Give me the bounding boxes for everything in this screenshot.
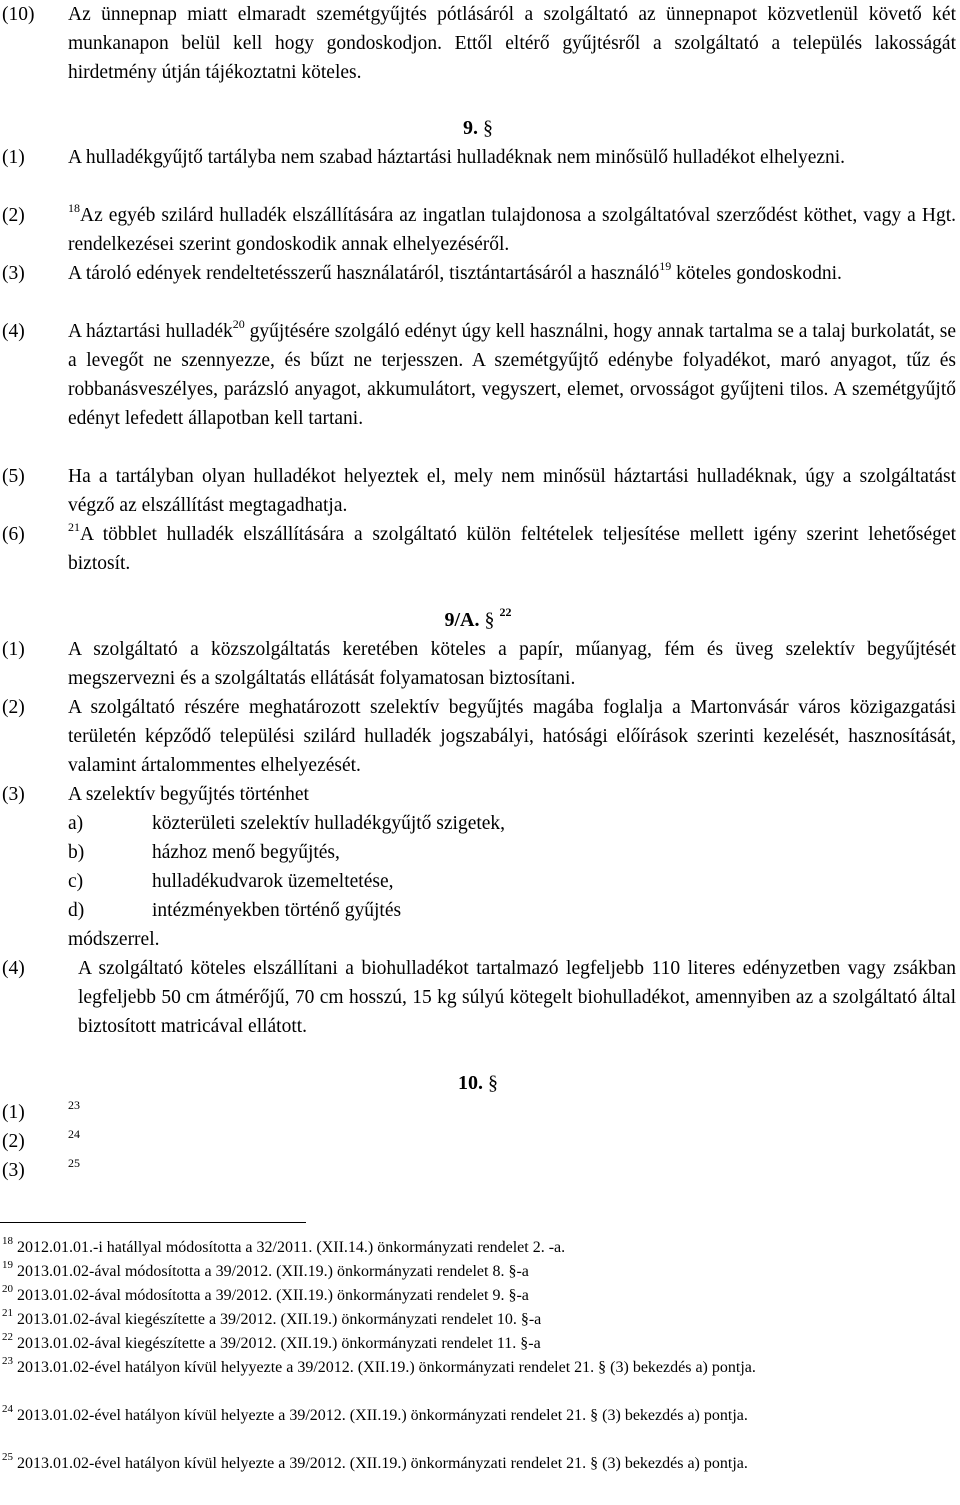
list-text: hulladékudvarok üzemeltetése, xyxy=(152,871,394,892)
footnote-ref[interactable]: 20 xyxy=(232,316,245,331)
paragraph-9a-2 xyxy=(0,693,956,780)
paragraph-number: (1) xyxy=(2,1102,25,1123)
paragraph-number: (3) xyxy=(2,784,25,805)
paragraph-number: (3) xyxy=(2,263,25,284)
paragraph-9-6 xyxy=(0,520,956,578)
footnote-21: $^{21}$ 2013.01.02-ával kiegészítette a 39/2012. (XII.19.) önkormányzati rendelet 10. §-a xyxy=(2,1306,542,1328)
list-item-b xyxy=(68,838,340,867)
paragraph-number: (6) xyxy=(2,524,25,545)
paragraph-number: (2) xyxy=(2,697,25,718)
section-sign: § xyxy=(484,609,495,631)
paragraph-text: A szelektív begyűjtés történhet xyxy=(68,784,309,805)
paragraph-number: (2) xyxy=(2,1131,25,1152)
list-item-a xyxy=(68,809,505,838)
paragraph-10-3 xyxy=(0,1156,956,1185)
list-item-d xyxy=(68,896,401,925)
paragraph-number: (4) xyxy=(2,321,25,342)
paragraph-8-10 xyxy=(0,0,956,87)
paragraph-9a-4 xyxy=(0,954,956,1041)
paragraph-9-4 xyxy=(0,317,956,433)
paragraph-number: (2) xyxy=(2,205,25,226)
paragraph-text: A szolgáltató köteles elszállítani a biohulladékot tartalmazó legfeljebb 110 literes edényzetben vagy zsákban legfeljebb 50 cm átmérőjű, 70 cm hosszú, 15 kg súlyú kötegelt biohulladékot, amennyiben az a szolgáltató által biztosított matricával ellátott. xyxy=(78,958,956,1037)
footnote-23: $^{23}$ 2013.01.02-ével hatályon kívül helyyezte a 39/2012. (XII.19.) önkormányzati rendelet 21. § (3) bekezdés a) pontja. xyxy=(2,1354,756,1376)
footnote-ref[interactable]: 19 xyxy=(659,258,672,273)
list-outro: módszerrel. xyxy=(68,929,160,950)
paragraph-9a-1 xyxy=(0,635,956,693)
paragraph-9-5 xyxy=(0,462,956,520)
list-label: c) xyxy=(68,871,84,892)
list-item-c xyxy=(68,867,393,896)
footnote-25: $^{25}$ 2013.01.02-ével hatályon kívül helyezte a 39/2012. (XII.19.) önkormányzati rendelet 21. § (3) bekezdés a) pontja. xyxy=(2,1450,748,1472)
footnote-ref[interactable]: 25 xyxy=(68,1155,80,1170)
list-label: d) xyxy=(68,900,85,921)
section-number: 9. xyxy=(463,117,478,139)
list-text: házhoz menő begyűjtés, xyxy=(152,842,340,863)
section-sign: § xyxy=(483,117,493,139)
paragraph-text: A hulladékgyűjtő tartályba nem szabad háztartási hulladéknak nem minősülő hulladékot elhelyezni. xyxy=(68,147,846,168)
paragraph-number: (3) xyxy=(2,1160,25,1181)
paragraph-number: (1) xyxy=(2,147,25,168)
paragraph-text: Az ünnepnap miatt elmaradt szemétgyűjtés pótlásáról a szolgáltató az ünnepnapot közvetlenül követő két munkanapon belül kell hogy gondoskodjon. Ettől eltérő gyűjtésről a szolgáltató a település lakosságát hirdetmény útján tájékoztatni köteles. xyxy=(68,4,956,83)
paragraph-number: (10) xyxy=(2,4,35,25)
paragraph-text: A szolgáltató a közszolgáltatás keretében köteles a papír, műanyag, fém és üveg szelektív begyűjtését megszervezni és a szolgáltatás ellátását folyamatosan biztosítani. xyxy=(68,639,956,689)
paragraph-9-2 xyxy=(0,201,956,259)
list-text: intézményekben történő gyűjtés xyxy=(152,900,402,921)
section-heading-9a xyxy=(0,606,956,635)
paragraph-text: Ha a tartályban olyan hulladékot helyeztek el, mely nem minősül háztartási hulladéknak, úgy a szolgáltatást végző az elszállítást megtagadhatja. xyxy=(68,466,956,516)
footnote-18: $^{18}$ 2012.01.01.-i hatállyal módosította a 32/2011. (XII.14.) önkormányzati rendelet 2. -a. xyxy=(2,1234,566,1256)
footnote-22: $^{22}$ 2013.01.02-ával kiegészítette a 39/2012. (XII.19.) önkormányzati rendelet 11. §-a xyxy=(2,1330,541,1352)
paragraph-number: (4) xyxy=(2,958,25,979)
footnote-separator xyxy=(0,1222,306,1223)
footnote-24: $^{24}$ 2013.01.02-ével hatályon kívül helyezte a 39/2012. (XII.19.) önkormányzati rendelet 21. § (3) bekezdés a) pontja. xyxy=(2,1402,748,1424)
paragraph-9-1 xyxy=(0,143,956,172)
footnote-ref[interactable]: 18 xyxy=(68,200,80,215)
paragraph-text: A szolgáltató részére meghatározott szelektív begyűjtés magába foglalja a Martonvásár város közigazgatási területén képződő települési szilárd hulladék jogszabályi, hatósági előírások szerinti kezelését, hasznosítását, valamint ártalommentes elhelyezését. xyxy=(68,697,956,776)
list-text: közterületi szelektív hulladékgyűjtő szigetek, xyxy=(152,813,506,834)
paragraph-text: $^{21}$A többlet hulladék elszállítására a szolgáltató külön feltételek teljesítése mellett igény szerint lehetőséget biztosít. xyxy=(68,519,956,574)
footnote-20: $^{20}$ 2013.01.02-ával módosította a 39/2012. (XII.19.) önkormányzati rendelet 9. §-a xyxy=(2,1282,529,1304)
footnote-ref[interactable]: 23 xyxy=(68,1097,80,1112)
paragraph-10-2 xyxy=(0,1127,956,1156)
section-number: 9/A. xyxy=(444,609,480,631)
section-number: 10. xyxy=(458,1072,483,1094)
footnote-ref[interactable]: 21 xyxy=(68,519,80,534)
paragraph-9-3 xyxy=(0,259,956,288)
footnote-19: $^{19}$ 2013.01.02-ával módosította a 39/2012. (XII.19.) önkormányzati rendelet 8. §-a xyxy=(2,1258,529,1280)
paragraph-number: (1) xyxy=(2,639,25,660)
paragraph-number: (5) xyxy=(2,466,25,487)
paragraph-text: $^{18}$Az egyéb szilárd hulladék elszállítására az ingatlan tulajdonosa a szolgáltatóval szerződést köthet, vagy a Hgt. rendelkezései szerint gondoskodik annak elhelyezéséről. xyxy=(68,200,956,255)
paragraph-text: A tároló edények rendeltetésszerű használatáról, tisztántartásáról a használó$^{19}$ köteles gondoskodni. xyxy=(68,258,842,284)
list-label: a) xyxy=(68,813,84,834)
section-heading-10 xyxy=(0,1069,956,1098)
paragraph-9a-3 xyxy=(0,780,956,809)
footnote-ref[interactable]: 24 xyxy=(68,1126,80,1141)
paragraph-10-1 xyxy=(0,1098,956,1127)
paragraph-text: A háztartási hulladék$^{20}$ gyűjtésére szolgáló edényt úgy kell használni, hogy annak tartalma se a talaj burkolatát, se a levegőt ne szennyezze, és bűzt ne terjesszen. A szemétgyűjtő edénybe folyadékot, maró anyagot, tűz és robbanásveszélyes, parázsló anyagot, akkumulátort, vegyszert, elemet, orvosságot gyűjteni tilos. A szemétgyűjtő edényt lefedett állapotban kell tartani. xyxy=(68,316,956,429)
section-sign: § xyxy=(488,1072,498,1094)
section-heading-9 xyxy=(0,114,956,143)
footnote-ref[interactable]: 22 xyxy=(499,605,512,620)
list-label: b) xyxy=(68,842,85,863)
